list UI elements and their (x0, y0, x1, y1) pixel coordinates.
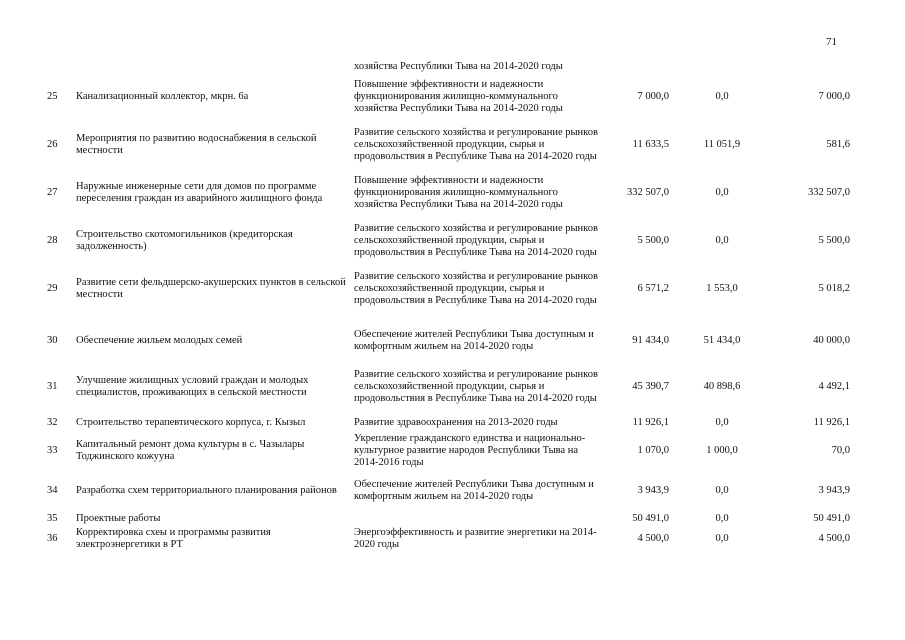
continuation-text: хозяйства Республики Тыва на 2014-2020 годы (354, 61, 563, 72)
total-amount: 45 390,7 (632, 381, 669, 392)
measure-name-cell (76, 321, 346, 361)
row-number: 28 (47, 235, 58, 246)
federal-amount: 0,0 (715, 533, 729, 544)
total-amount: 1 070,0 (637, 445, 669, 456)
program-name: Обеспечение жителей Республики Тыва доступным и комфортным жильем на 2014-2020 годы (354, 329, 594, 352)
program-name: Развитие сельского хозяйства и регулирование рынков сельскохозяйственной продукции, сырья и продовольствия в Республике Тыва на 2014-2020 годы (354, 223, 598, 258)
regional-amount-cell (780, 525, 850, 553)
total-amount: 6 571,2 (637, 283, 669, 294)
total-amount-cell (605, 415, 669, 431)
measure-name: Корректировка схеы и программы развития электроэнергетики в РТ (76, 527, 271, 550)
row-number-cell (47, 121, 67, 169)
federal-amount: 0,0 (715, 187, 729, 198)
row-number: 35 (47, 513, 58, 524)
measure-name: Проектные работы (76, 513, 161, 524)
regional-amount-cell (780, 121, 850, 169)
table-row (0, 431, 905, 471)
measure-name: Обеспечение жильем молодых семей (76, 335, 243, 346)
program-name-cell (354, 361, 599, 413)
program-name: Повышение эффективности и надежности функционирования жилищно-коммунального хозяйства Республики Тыва на 2014-2020 годы (354, 175, 563, 210)
program-name-cell (354, 121, 599, 169)
row-number-cell (47, 361, 67, 413)
measure-name-cell (76, 361, 346, 413)
federal-amount: 0,0 (715, 235, 729, 246)
table-row (0, 525, 905, 553)
total-amount-cell (605, 169, 669, 217)
table-row (0, 121, 905, 169)
total-amount-cell (605, 321, 669, 361)
federal-amount-cell (690, 73, 754, 121)
regional-amount: 7 000,0 (818, 91, 850, 102)
row-number-cell (47, 431, 67, 471)
total-amount: 5 500,0 (637, 235, 669, 246)
total-amount: 332 507,0 (627, 187, 669, 198)
regional-amount-cell (780, 73, 850, 121)
measure-name-cell (76, 73, 346, 121)
row-number-cell (47, 73, 67, 121)
measure-name-cell (76, 471, 346, 511)
federal-amount: 0,0 (715, 417, 729, 428)
program-name-cell (354, 525, 599, 553)
row-number: 30 (47, 335, 58, 346)
regional-amount-cell (780, 321, 850, 361)
total-amount-cell (605, 361, 669, 413)
federal-amount: 1 000,0 (706, 445, 738, 456)
federal-amount: 51 434,0 (703, 335, 741, 346)
regional-amount-cell (780, 361, 850, 413)
program-name-cell (354, 73, 599, 121)
total-amount: 7 000,0 (637, 91, 669, 102)
row-number: 31 (47, 381, 58, 392)
federal-amount-cell (690, 217, 754, 265)
measure-name-cell (76, 121, 346, 169)
regional-amount: 70,0 (831, 445, 850, 456)
total-amount-cell (605, 265, 669, 313)
row-number-cell (47, 169, 67, 217)
program-name-cell (354, 415, 599, 431)
federal-amount: 1 553,0 (706, 283, 738, 294)
measure-name-cell (76, 217, 346, 265)
measure-name: Капитальный ремонт дома культуры в с. Чазылары Тоджинского кожууна (76, 439, 305, 462)
measure-name: Строительство терапевтического корпуса, г. Кызыл (76, 417, 306, 428)
table-row (0, 361, 905, 413)
program-name: Укрепление гражданского единства и национально-культурное развитие народов Республики Тыва на 2014-2016 годы (354, 433, 586, 468)
program-name: Развитие сельского хозяйства и регулирование рынков сельскохозяйственной продукции, сырья и продовольствия в Республике Тыва на 2014-2020 годы (354, 369, 598, 404)
federal-amount-cell (690, 169, 754, 217)
total-amount: 11 633,5 (632, 139, 669, 150)
regional-amount-cell (780, 431, 850, 471)
federal-amount: 0,0 (715, 513, 729, 524)
table-row (0, 73, 905, 121)
federal-amount-cell (690, 525, 754, 553)
regional-amount: 5 018,2 (818, 283, 850, 294)
measure-name: Канализационный коллектор, мкрн. 6а (76, 91, 249, 102)
row-number: 27 (47, 187, 58, 198)
regional-amount: 11 926,1 (813, 417, 850, 428)
federal-amount: 0,0 (715, 91, 729, 102)
regional-amount-cell (780, 217, 850, 265)
federal-amount-cell (690, 471, 754, 511)
total-amount-cell (605, 73, 669, 121)
program-name-cell (354, 217, 599, 265)
measure-name: Развитие сети фельдшерско-акушерских пунктов в сельской местности (76, 277, 346, 300)
row-number-cell (47, 525, 67, 553)
regional-amount-cell (780, 471, 850, 511)
regional-amount: 4 500,0 (818, 533, 850, 544)
regional-amount: 5 500,0 (818, 235, 850, 246)
program-name: Развитие здравоохранения на 2013-2020 годы (354, 417, 558, 428)
total-amount-cell (605, 217, 669, 265)
regional-amount: 581,6 (826, 139, 850, 150)
row-number-cell (47, 265, 67, 313)
table-row (0, 217, 905, 265)
measure-name-cell (76, 431, 346, 471)
federal-amount: 11 051,9 (703, 139, 741, 150)
total-amount: 4 500,0 (637, 533, 669, 544)
federal-amount-cell (690, 361, 754, 413)
program-name-cell (354, 265, 599, 313)
total-amount: 91 434,0 (632, 335, 669, 346)
program-name-cell (354, 321, 599, 361)
total-amount: 50 491,0 (632, 513, 669, 524)
federal-amount-cell (690, 431, 754, 471)
row-number: 34 (47, 485, 58, 496)
total-amount-cell (605, 471, 669, 511)
program-name-cell (354, 169, 599, 217)
measure-name: Мероприятия по развитию водоснабжения в сельской местности (76, 133, 317, 156)
row-number: 32 (47, 417, 58, 428)
table-row (0, 265, 905, 313)
total-amount-cell (605, 431, 669, 471)
regional-amount: 332 507,0 (808, 187, 850, 198)
table-row (0, 321, 905, 361)
program-name: Обеспечение жителей Республики Тыва доступным и комфортным жильем на 2014-2020 годы (354, 479, 594, 502)
measure-name: Строительство скотомогильников (кредиторская задолженность) (76, 229, 293, 252)
program-name: Энергоэффективность и развитие энергетики на 2014-2020 годы (354, 527, 597, 550)
program-name: Развитие сельского хозяйства и регулирование рынков сельскохозяйственной продукции, сырья и продовольствия в Республике Тыва на 2014-2020 годы (354, 127, 598, 162)
table-row (0, 471, 905, 511)
row-number: 25 (47, 91, 58, 102)
total-amount-cell (605, 525, 669, 553)
program-name: Развитие сельского хозяйства и регулирование рынков сельскохозяйственной продукции, сырья и продовольствия в Республике Тыва на 2014-2020 годы (354, 271, 598, 306)
measure-name: Наружные инженерные сети для домов по программе переселения граждан из аварийного жилищного фонда (76, 181, 323, 204)
federal-amount-cell (690, 121, 754, 169)
federal-amount-cell (690, 265, 754, 313)
total-amount-cell (605, 121, 669, 169)
regional-amount: 4 492,1 (818, 381, 850, 392)
regional-amount-cell (780, 169, 850, 217)
federal-amount-cell (690, 415, 754, 431)
total-amount: 3 943,9 (637, 485, 669, 496)
program-name-cell (354, 431, 599, 471)
federal-amount-cell (690, 321, 754, 361)
regional-amount-cell (780, 265, 850, 313)
row-number-cell (47, 217, 67, 265)
regional-amount: 3 943,9 (818, 485, 850, 496)
row-number: 29 (47, 283, 58, 294)
program-name: Повышение эффективности и надежности функционирования жилищно-коммунального хозяйства Республики Тыва на 2014-2020 годы (354, 79, 563, 114)
page-number: 71 (826, 36, 837, 48)
measure-name: Разработка схем территориального планирования районов (76, 485, 337, 496)
row-number: 36 (47, 533, 58, 544)
table-row (0, 169, 905, 217)
table-row (0, 415, 905, 431)
measure-name-cell (76, 265, 346, 313)
row-number: 33 (47, 445, 58, 456)
total-amount: 11 926,1 (632, 417, 669, 428)
federal-amount: 40 898,6 (703, 381, 741, 392)
regional-amount: 40 000,0 (813, 335, 850, 346)
row-number: 26 (47, 139, 58, 150)
row-number-cell (47, 471, 67, 511)
row-number-cell (47, 321, 67, 361)
program-name-cell (354, 471, 599, 511)
measure-name: Улучшение жилищных условий граждан и молодых специалистов, проживающих в сельской местности (76, 375, 309, 398)
regional-amount: 50 491,0 (813, 513, 850, 524)
measure-name-cell (76, 525, 346, 553)
row-number-cell (47, 415, 67, 431)
regional-amount-cell (780, 415, 850, 431)
federal-amount: 0,0 (715, 485, 729, 496)
measure-name-cell (76, 415, 346, 431)
measure-name-cell (76, 169, 346, 217)
